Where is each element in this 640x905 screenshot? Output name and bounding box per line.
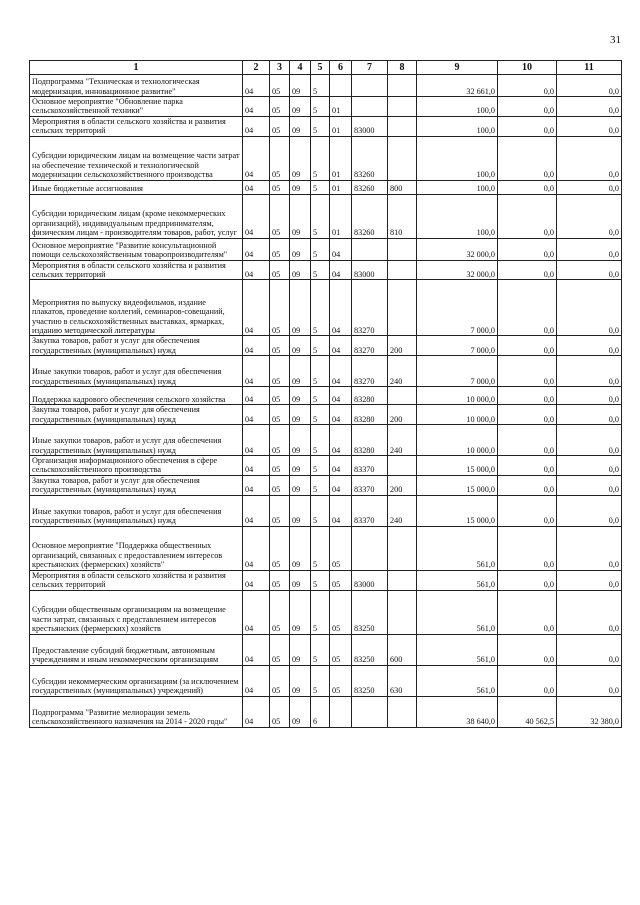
row-name-cell: Иные бюджетные ассигнования [30,180,243,194]
row-value-cell: 04 [243,475,270,495]
row-value-cell [388,238,417,260]
row-value-cell: 09 [290,495,311,526]
row-value-cell: 5 [311,665,330,696]
table-row [30,387,622,405]
row-value-cell: 05 [270,280,290,336]
row-value-cell: 05 [270,194,290,238]
row-value-cell: 5 [311,495,330,526]
row-value-cell: 09 [290,425,311,456]
row-value-cell: 561,0 [417,665,498,696]
row-value-cell [388,456,417,476]
row-value-cell: 0,0 [498,180,557,194]
row-value-cell: 04 [243,280,270,336]
row-value-cell: 0,0 [498,526,557,570]
row-value-cell: 04 [243,194,270,238]
header-cell: 7 [352,61,388,75]
row-value-cell: 0,0 [557,634,622,665]
row-value-cell: 0,0 [498,356,557,387]
row-value-cell: 04 [243,75,270,97]
row-value-cell: 0,0 [498,116,557,136]
row-value-cell: 09 [290,456,311,476]
row-name-cell: Основное мероприятие "Обновление парка сельскохозяйственной техники" [30,97,243,117]
table-row [30,180,622,194]
row-value-cell [388,387,417,405]
row-value-cell: 83260 [352,136,388,180]
row-value-cell: 5 [311,75,330,97]
table-row [30,260,622,280]
row-value-cell: 05 [270,260,290,280]
row-value-cell: 83280 [352,425,388,456]
table-row [30,526,622,570]
row-value-cell: 05 [270,75,290,97]
row-value-cell: 15 000,0 [417,456,498,476]
row-value-cell: 05 [330,570,352,590]
row-value-cell: 83000 [352,116,388,136]
row-value-cell: 04 [330,405,352,425]
row-value-cell: 09 [290,665,311,696]
row-value-cell: 200 [388,336,417,356]
row-value-cell [352,696,388,727]
row-value-cell: 0,0 [498,238,557,260]
row-value-cell: 09 [290,570,311,590]
row-value-cell: 05 [270,590,290,634]
row-value-cell: 0,0 [498,75,557,97]
row-value-cell: 0,0 [557,136,622,180]
header-cell: 3 [270,61,290,75]
row-value-cell: 83250 [352,590,388,634]
row-value-cell: 83370 [352,456,388,476]
row-value-cell: 05 [270,97,290,117]
row-name-cell: Организация информационного обеспечения в сфере сельскохозяйственного производства [30,456,243,476]
row-value-cell: 0,0 [557,425,622,456]
row-value-cell: 5 [311,238,330,260]
header-cell: 4 [290,61,311,75]
row-name-cell: Иные закупки товаров, работ и услуг для обеспечения государственных (муниципальных) нужд [30,425,243,456]
row-name-cell: Мероприятия в области сельского хозяйства и развития сельских территорий [30,116,243,136]
row-value-cell: 09 [290,116,311,136]
row-value-cell: 04 [330,387,352,405]
row-value-cell: 38 640,0 [417,696,498,727]
row-value-cell: 05 [270,116,290,136]
header-cell: 5 [311,61,330,75]
row-value-cell: 09 [290,696,311,727]
row-value-cell: 04 [243,238,270,260]
row-value-cell: 05 [330,634,352,665]
row-value-cell: 0,0 [557,97,622,117]
row-value-cell: 04 [330,495,352,526]
row-value-cell: 04 [243,97,270,117]
table-row [30,696,622,727]
row-name-cell: Закупка товаров, работ и услуг для обеспечения государственных (муниципальных) нужд [30,336,243,356]
row-value-cell: 04 [243,180,270,194]
row-value-cell: 5 [311,336,330,356]
row-name-cell: Субсидии юридическим лицам (кроме некоммерческих организаций), индивидуальным предпринимателям, физическим лицам - производителям товаров, работ, услуг [30,194,243,238]
row-value-cell: 83000 [352,570,388,590]
row-value-cell: 5 [311,475,330,495]
row-value-cell: 05 [270,665,290,696]
row-value-cell: 04 [330,336,352,356]
row-value-cell: 40 562,5 [498,696,557,727]
row-value-cell: 0,0 [557,495,622,526]
row-value-cell: 09 [290,356,311,387]
row-value-cell: 32 380,0 [557,696,622,727]
row-value-cell: 04 [243,387,270,405]
row-value-cell: 561,0 [417,570,498,590]
row-value-cell: 100,0 [417,194,498,238]
row-value-cell: 83270 [352,356,388,387]
row-name-cell: Подпрограмма "Развитие мелиорации земель сельскохозяйственного назначения на 2014 - 2020 годы" [30,696,243,727]
row-value-cell: 0,0 [498,136,557,180]
row-value-cell [388,696,417,727]
table-body [30,75,622,728]
row-value-cell: 5 [311,526,330,570]
row-value-cell: 0,0 [557,456,622,476]
row-value-cell: 09 [290,280,311,336]
row-value-cell: 01 [330,180,352,194]
row-value-cell: 0,0 [557,194,622,238]
table-row [30,570,622,590]
row-value-cell: 0,0 [498,260,557,280]
row-value-cell: 05 [330,526,352,570]
row-value-cell: 05 [270,696,290,727]
table-row [30,336,622,356]
row-value-cell: 7 000,0 [417,280,498,336]
row-value-cell: 83250 [352,634,388,665]
row-value-cell: 32 000,0 [417,260,498,280]
row-value-cell: 32 000,0 [417,238,498,260]
row-value-cell: 83280 [352,387,388,405]
row-value-cell: 561,0 [417,590,498,634]
row-value-cell: 05 [270,475,290,495]
row-name-cell: Закупка товаров, работ и услуг для обеспечения государственных (муниципальных) нужд [30,405,243,425]
row-value-cell: 05 [330,665,352,696]
row-value-cell: 04 [243,590,270,634]
row-value-cell [388,570,417,590]
row-value-cell: 04 [330,356,352,387]
budget-table [29,60,622,728]
row-value-cell: 04 [330,456,352,476]
row-value-cell: 09 [290,180,311,194]
row-value-cell: 0,0 [498,97,557,117]
row-value-cell: 5 [311,634,330,665]
row-name-cell: Подпрограмма "Техническая и технологическая модернизация, инновационное развитие" [30,75,243,97]
row-value-cell: 0,0 [557,665,622,696]
row-value-cell: 0,0 [498,456,557,476]
row-value-cell: 10 000,0 [417,387,498,405]
row-value-cell: 0,0 [498,570,557,590]
row-value-cell: 5 [311,260,330,280]
row-value-cell [388,116,417,136]
row-value-cell: 5 [311,97,330,117]
row-value-cell: 0,0 [557,405,622,425]
table-row [30,136,622,180]
row-value-cell: 83270 [352,336,388,356]
row-name-cell: Основное мероприятие "Поддержка общественных организаций, связанных с предоставлением интересов крестьянских (фермерских) хозяйств" [30,526,243,570]
row-value-cell: 0,0 [557,280,622,336]
row-value-cell: 04 [330,475,352,495]
row-value-cell: 15 000,0 [417,495,498,526]
row-name-cell: Мероприятия по выпуску видеофильмов, издание плакатов, проведение коллегий, семинаров-совещаний, участию в сельскохозяйственных выставках, ярмарках, изданию методической литературы [30,280,243,336]
row-value-cell: 5 [311,405,330,425]
row-value-cell: 09 [290,238,311,260]
row-value-cell: 04 [243,634,270,665]
row-value-cell: 04 [243,136,270,180]
row-value-cell: 01 [330,116,352,136]
row-value-cell: 0,0 [557,475,622,495]
row-value-cell [330,75,352,97]
row-value-cell: 0,0 [557,590,622,634]
table-row [30,590,622,634]
row-value-cell: 5 [311,570,330,590]
table-row [30,356,622,387]
row-name-cell: Субсидии общественным организациям на возмещение части затрат, связанных с представлением интересов крестьянских (фермерских) хозяйств [30,590,243,634]
row-value-cell: 15 000,0 [417,475,498,495]
row-value-cell: 09 [290,75,311,97]
row-value-cell: 09 [290,260,311,280]
row-value-cell: 0,0 [557,570,622,590]
row-value-cell: 04 [243,696,270,727]
row-value-cell: 04 [330,238,352,260]
row-value-cell: 5 [311,356,330,387]
row-value-cell: 0,0 [557,238,622,260]
row-value-cell: 09 [290,634,311,665]
row-value-cell: 0,0 [498,405,557,425]
row-value-cell: 04 [243,336,270,356]
row-value-cell: 83000 [352,260,388,280]
row-name-cell: Поддержка кадрового обеспечения сельского хозяйства [30,387,243,405]
row-value-cell: 10 000,0 [417,425,498,456]
row-value-cell: 09 [290,387,311,405]
row-value-cell: 05 [270,634,290,665]
row-value-cell [388,136,417,180]
row-value-cell: 5 [311,456,330,476]
row-value-cell: 0,0 [498,336,557,356]
row-value-cell [330,696,352,727]
row-value-cell: 7 000,0 [417,336,498,356]
row-value-cell: 01 [330,194,352,238]
table-row [30,116,622,136]
header-row [30,61,622,75]
row-value-cell: 32 661,0 [417,75,498,97]
row-value-cell: 05 [270,570,290,590]
row-value-cell: 100,0 [417,136,498,180]
row-value-cell: 05 [270,495,290,526]
row-value-cell: 0,0 [498,194,557,238]
row-name-cell: Закупка товаров, работ и услуг для обеспечения государственных (муниципальных) нужд [30,475,243,495]
row-value-cell: 0,0 [557,116,622,136]
row-value-cell: 10 000,0 [417,405,498,425]
row-value-cell: 83370 [352,475,388,495]
row-value-cell: 0,0 [498,280,557,336]
row-value-cell: 0,0 [498,475,557,495]
row-value-cell: 200 [388,405,417,425]
row-value-cell: 83250 [352,665,388,696]
row-value-cell [352,238,388,260]
row-name-cell: Субсидии некоммерческим организациям (за исключением государственных (муниципальных) учреждений) [30,665,243,696]
row-value-cell: 200 [388,475,417,495]
row-value-cell: 5 [311,280,330,336]
row-name-cell: Иные закупки товаров, работ и услуг для обеспечения государственных (муниципальных) нужд [30,356,243,387]
row-value-cell: 5 [311,194,330,238]
row-value-cell: 0,0 [498,665,557,696]
header-cell: 1 [30,61,243,75]
table-row [30,495,622,526]
page-number: 31 [610,34,621,46]
row-value-cell: 09 [290,336,311,356]
row-value-cell: 83280 [352,405,388,425]
row-value-cell: 04 [243,405,270,425]
row-value-cell: 04 [243,456,270,476]
row-value-cell [388,526,417,570]
row-value-cell: 6 [311,696,330,727]
table-row [30,194,622,238]
row-value-cell: 09 [290,97,311,117]
row-value-cell [352,526,388,570]
row-value-cell: 0,0 [498,425,557,456]
header-cell: 10 [498,61,557,75]
row-value-cell: 100,0 [417,180,498,194]
row-name-cell: Предоставление субсидий бюджетным, автономным учреждениям и иным некоммерческим организациям [30,634,243,665]
row-value-cell: 09 [290,194,311,238]
row-value-cell: 83260 [352,194,388,238]
row-name-cell: Мероприятия в области сельского хозяйства и развития сельских территорий [30,260,243,280]
row-value-cell: 561,0 [417,526,498,570]
row-value-cell: 100,0 [417,97,498,117]
row-value-cell: 05 [330,590,352,634]
row-value-cell: 5 [311,180,330,194]
row-value-cell: 05 [270,136,290,180]
row-value-cell: 04 [243,570,270,590]
row-name-cell: Основное мероприятие "Развитие консультационной помощи сельскохозяйственным товаропроизводителям" [30,238,243,260]
row-value-cell: 0,0 [498,634,557,665]
row-value-cell [388,280,417,336]
row-value-cell: 0,0 [557,336,622,356]
row-value-cell: 600 [388,634,417,665]
row-value-cell: 83370 [352,495,388,526]
header-cell: 11 [557,61,622,75]
row-value-cell: 5 [311,590,330,634]
row-value-cell: 05 [270,238,290,260]
row-value-cell: 0,0 [557,356,622,387]
row-value-cell: 09 [290,475,311,495]
row-value-cell: 04 [243,665,270,696]
row-value-cell: 09 [290,405,311,425]
row-value-cell: 09 [290,590,311,634]
row-name-cell: Мероприятия в области сельского хозяйства и развития сельских территорий [30,570,243,590]
row-value-cell: 09 [290,136,311,180]
header-cell: 8 [388,61,417,75]
row-value-cell [352,97,388,117]
row-value-cell: 5 [311,116,330,136]
row-value-cell: 5 [311,387,330,405]
row-value-cell: 04 [330,280,352,336]
row-value-cell: 04 [243,116,270,136]
row-value-cell: 04 [243,260,270,280]
row-value-cell: 04 [243,495,270,526]
table-row [30,475,622,495]
row-value-cell: 04 [243,526,270,570]
row-value-cell: 561,0 [417,634,498,665]
row-value-cell: 05 [270,405,290,425]
row-value-cell [388,97,417,117]
row-value-cell: 05 [270,180,290,194]
row-value-cell: 0,0 [557,75,622,97]
row-value-cell: 04 [243,356,270,387]
row-value-cell: 04 [330,260,352,280]
header-cell: 6 [330,61,352,75]
row-value-cell: 240 [388,495,417,526]
header-cell: 2 [243,61,270,75]
table-row [30,97,622,117]
row-value-cell: 05 [270,456,290,476]
row-value-cell: 0,0 [557,180,622,194]
row-value-cell: 05 [270,336,290,356]
row-value-cell: 5 [311,425,330,456]
table-row [30,75,622,97]
row-value-cell: 05 [270,356,290,387]
table-row [30,405,622,425]
row-value-cell: 0,0 [557,260,622,280]
row-value-cell [388,260,417,280]
row-value-cell: 04 [330,425,352,456]
row-value-cell [352,75,388,97]
row-value-cell: 240 [388,356,417,387]
table-row [30,456,622,476]
row-value-cell: 240 [388,425,417,456]
row-value-cell: 0,0 [498,590,557,634]
row-value-cell: 09 [290,526,311,570]
row-value-cell: 01 [330,136,352,180]
row-value-cell [388,75,417,97]
row-value-cell [388,590,417,634]
row-name-cell: Иные закупки товаров, работ и услуг для обеспечения государственных (муниципальных) нужд [30,495,243,526]
row-value-cell: 0,0 [498,387,557,405]
row-value-cell: 05 [270,526,290,570]
row-value-cell: 5 [311,136,330,180]
row-value-cell: 0,0 [498,495,557,526]
table-row [30,634,622,665]
row-name-cell: Субсидии юридическим лицам на возмещение части затрат на обеспечение технической и технологической модернизации сельскохозяйственного производства [30,136,243,180]
row-value-cell: 83270 [352,280,388,336]
table-row [30,238,622,260]
row-value-cell: 05 [270,387,290,405]
row-value-cell: 0,0 [557,387,622,405]
row-value-cell: 630 [388,665,417,696]
row-value-cell: 83260 [352,180,388,194]
row-value-cell: 7 000,0 [417,356,498,387]
row-value-cell: 100,0 [417,116,498,136]
row-value-cell: 04 [243,425,270,456]
row-value-cell: 0,0 [557,526,622,570]
table-row [30,425,622,456]
header-cell: 9 [417,61,498,75]
row-value-cell: 05 [270,425,290,456]
row-value-cell: 800 [388,180,417,194]
table-row [30,665,622,696]
row-value-cell: 01 [330,97,352,117]
row-value-cell: 810 [388,194,417,238]
table-row [30,280,622,336]
